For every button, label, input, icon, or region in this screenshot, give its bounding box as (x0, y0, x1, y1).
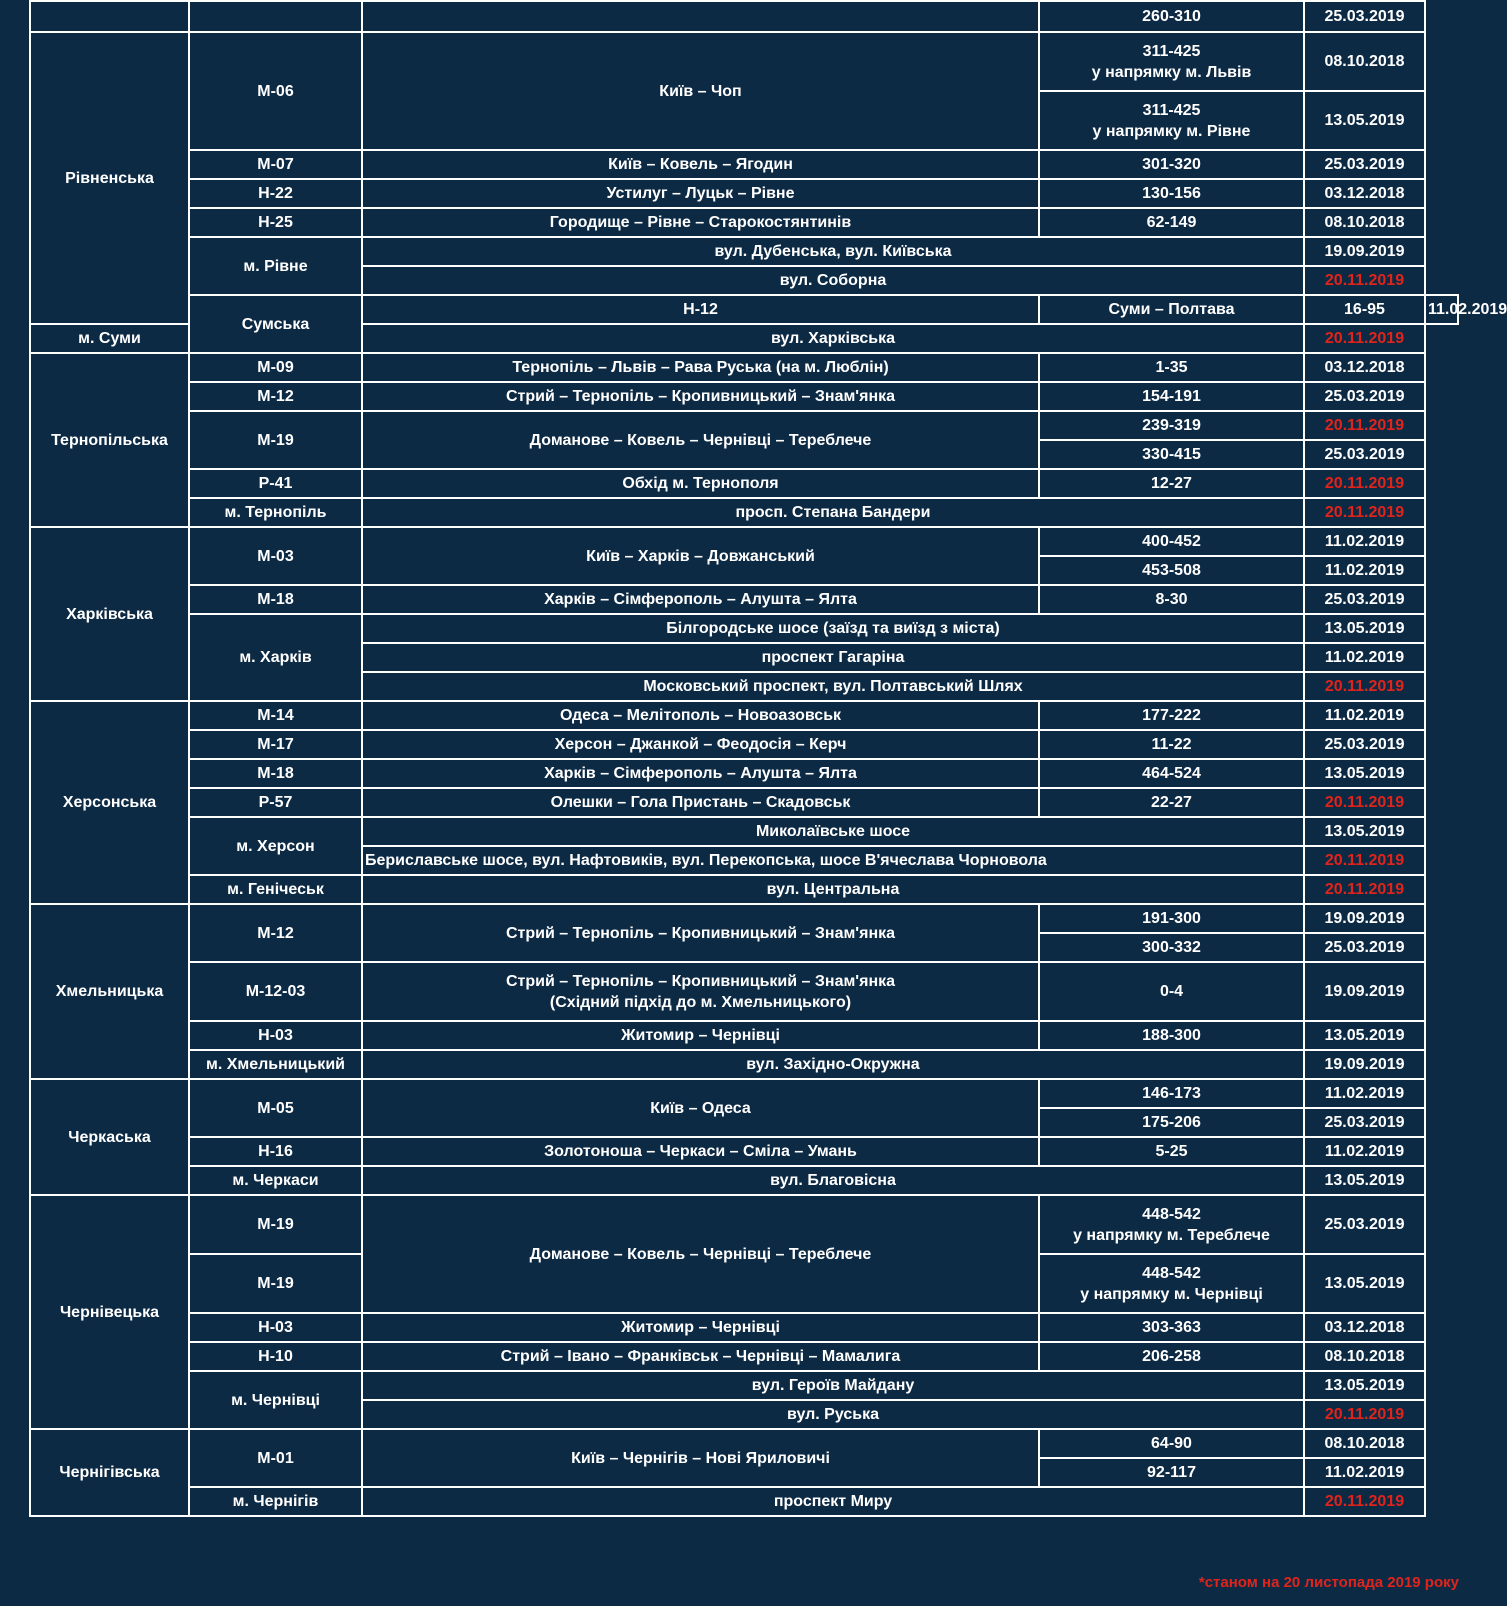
date-cell: 11.02.2019 (1304, 701, 1425, 730)
road-cell: М-18 (189, 759, 362, 788)
road-cell (189, 1, 362, 32)
table-row (30, 701, 1458, 730)
road-cell: М-09 (189, 353, 362, 382)
region-cell: Сумська (189, 295, 362, 353)
road-cell: М-19 (189, 411, 362, 469)
route-cell: Олешки – Гола Пристань – Скадовськ (362, 788, 1039, 817)
km-cell: 1-35 (1039, 353, 1304, 382)
route-cell: Городище – Рівне – Старокостянтинів (362, 208, 1039, 237)
km-cell: 64-90 (1039, 1429, 1304, 1458)
km-cell: 154-191 (1039, 382, 1304, 411)
date-cell: 25.03.2019 (1304, 1108, 1425, 1137)
region-cell: Чернівецька (30, 1195, 189, 1429)
road-cell: Н-03 (189, 1313, 362, 1342)
street-cell: проспект Гагаріна (362, 643, 1304, 672)
route-cell: Стрий – Тернопіль – Кропивницький – Знам'янка (362, 382, 1039, 411)
km-cell: 175-206 (1039, 1108, 1304, 1137)
table-row (30, 469, 1458, 498)
date-cell: 20.11.2019 (1304, 672, 1425, 701)
table-row (30, 353, 1458, 382)
table-row (30, 1195, 1458, 1254)
route-cell: Суми – Полтава (1039, 295, 1304, 324)
date-cell: 03.12.2018 (1304, 1313, 1425, 1342)
date-cell: 11.02.2019 (1304, 1458, 1425, 1487)
date-cell: 03.12.2018 (1304, 179, 1425, 208)
date-cell: 25.03.2019 (1304, 1195, 1425, 1254)
km-direction: у напрямку м. Рівне (1092, 122, 1251, 140)
date-cell: 11.02.2019 (1304, 527, 1425, 556)
km-cell (1039, 32, 1304, 91)
road-cell: Н-22 (189, 179, 362, 208)
date-cell: 13.05.2019 (1304, 614, 1425, 643)
route-note: (Східний підхід до м. Хмельницького) (549, 993, 852, 1011)
table-row (30, 730, 1458, 759)
date-cell: 25.03.2019 (1304, 440, 1425, 469)
date-cell: 19.09.2019 (1304, 904, 1425, 933)
region-cell: Рівненська (30, 32, 189, 324)
date-cell: 19.09.2019 (1304, 237, 1425, 266)
table-row (30, 32, 1458, 91)
region-cell: Харківська (30, 527, 189, 701)
route-cell: Київ – Одеса (362, 1079, 1039, 1137)
date-cell: 13.05.2019 (1304, 91, 1425, 150)
footnote: *станом на 20 листопада 2019 року (1198, 1574, 1459, 1591)
city-cell: м. Рівне (189, 237, 362, 295)
road-cell: М-05 (189, 1079, 362, 1137)
table-row (30, 904, 1458, 933)
table-row (30, 1050, 1458, 1079)
km-cell: 464-524 (1039, 759, 1304, 788)
km-cell: 301-320 (1039, 150, 1304, 179)
street-cell: проспект Миру (362, 1487, 1304, 1516)
route-cell (362, 962, 1039, 1021)
km-cell (1039, 91, 1304, 150)
road-cell: Р-41 (189, 469, 362, 498)
date-cell: 13.05.2019 (1304, 759, 1425, 788)
km-cell: 300-332 (1039, 933, 1304, 962)
km-value: 448-542 (1142, 1264, 1201, 1282)
street-cell: вул. Дубенська, вул. Київська (362, 237, 1304, 266)
km-value: 311-425 (1142, 42, 1201, 60)
street-cell: вул. Соборна (362, 266, 1304, 295)
route-cell: Житомир – Чернівці (362, 1313, 1039, 1342)
road-cell: Н-03 (189, 1021, 362, 1050)
region-cell: Хмельницька (30, 904, 189, 1079)
table-row (30, 962, 1458, 1021)
date-cell: 20.11.2019 (1304, 875, 1425, 904)
route-line: Стрий – Тернопіль – Кропивницький – Знам'янка (505, 972, 896, 990)
table-row (30, 817, 1458, 846)
date-cell: 13.05.2019 (1304, 817, 1425, 846)
date-cell: 20.11.2019 (1304, 1400, 1425, 1429)
road-cell: М-19 (189, 1254, 362, 1313)
street-cell: вул. Харківська (362, 324, 1304, 353)
city-cell: м. Тернопіль (189, 498, 362, 527)
km-cell: 330-415 (1039, 440, 1304, 469)
route-cell: Одеса – Мелітополь – Новоазовськ (362, 701, 1039, 730)
date-cell: 08.10.2018 (1304, 1342, 1425, 1371)
date-cell: 25.03.2019 (1304, 1, 1425, 32)
city-cell: м. Черкаси (189, 1166, 362, 1195)
street-cell: Бериславське шосе, вул. Нафтовиків, вул. Перекопська, шосе В'ячеслава Чорновола (362, 846, 1304, 875)
date-cell: 20.11.2019 (1304, 324, 1425, 353)
table-row (30, 1313, 1458, 1342)
street-cell: вул. Західно-Окружна (362, 1050, 1304, 1079)
date-cell: 13.05.2019 (1304, 1254, 1425, 1313)
road-repair-table (29, 0, 1507, 1517)
km-cell: 0-4 (1039, 962, 1304, 1021)
route-cell: Херсон – Джанкой – Феодосія – Керч (362, 730, 1039, 759)
km-cell: 12-27 (1039, 469, 1304, 498)
km-cell: 11-22 (1039, 730, 1304, 759)
city-cell: м. Херсон (189, 817, 362, 875)
road-cell: М-06 (189, 32, 362, 150)
road-cell: Н-16 (189, 1137, 362, 1166)
route-cell: Стрий – Івано – Франківськ – Чернівці – Мамалига (362, 1342, 1039, 1371)
street-cell: вул. Руська (362, 1400, 1304, 1429)
date-cell: 13.05.2019 (1304, 1371, 1425, 1400)
km-cell (1039, 1195, 1304, 1254)
date-cell: 11.02.2019 (1304, 556, 1425, 585)
table-row (30, 1487, 1458, 1516)
date-cell: 13.05.2019 (1304, 1166, 1425, 1195)
route-cell: Харків – Сімферополь – Алушта – Ялта (362, 585, 1039, 614)
date-cell: 25.03.2019 (1304, 150, 1425, 179)
road-cell: Р-57 (189, 788, 362, 817)
route-cell: Устилуг – Луцьк – Рівне (362, 179, 1039, 208)
route-cell: Золотоноша – Черкаси – Сміла – Умань (362, 1137, 1039, 1166)
km-direction: у напрямку м. Тереблече (1073, 1226, 1270, 1244)
date-cell: 11.02.2019 (1425, 295, 1458, 324)
km-cell: 146-173 (1039, 1079, 1304, 1108)
km-cell: 62-149 (1039, 208, 1304, 237)
table-row (30, 1371, 1458, 1400)
km-cell: 453-508 (1039, 556, 1304, 585)
table-row (30, 295, 1458, 324)
date-cell: 19.09.2019 (1304, 1050, 1425, 1079)
date-cell: 20.11.2019 (1304, 846, 1425, 875)
date-cell: 25.03.2019 (1304, 730, 1425, 759)
table-row (30, 411, 1458, 440)
km-cell: 260-310 (1039, 1, 1304, 32)
road-cell: М-12 (189, 904, 362, 962)
route-cell: Харків – Сімферополь – Алушта – Ялта (362, 759, 1039, 788)
city-cell: м. Харків (189, 614, 362, 701)
table-row (30, 1166, 1458, 1195)
table-row (30, 1079, 1458, 1108)
route-cell: Доманове – Ковель – Чернівці – Тереблече (362, 1195, 1039, 1313)
route-cell: Обхід м. Тернополя (362, 469, 1039, 498)
km-cell: 130-156 (1039, 179, 1304, 208)
route-cell: Житомир – Чернівці (362, 1021, 1039, 1050)
city-cell: м. Чернігів (189, 1487, 362, 1516)
table-row (30, 788, 1458, 817)
region-cell: Тернопільська (30, 353, 189, 527)
road-cell: Н-10 (189, 1342, 362, 1371)
date-cell: 20.11.2019 (1304, 1487, 1425, 1516)
table-row (30, 208, 1458, 237)
date-cell: 08.10.2018 (1304, 208, 1425, 237)
table-row (30, 382, 1458, 411)
date-cell: 03.12.2018 (1304, 353, 1425, 382)
region-cell (30, 1, 189, 32)
km-cell: 400-452 (1039, 527, 1304, 556)
date-cell: 20.11.2019 (1304, 498, 1425, 527)
route-cell: Київ – Ковель – Ягодин (362, 150, 1039, 179)
street-cell: Московський проспект, вул. Полтавський Шлях (362, 672, 1304, 701)
km-cell: 188-300 (1039, 1021, 1304, 1050)
city-cell: м. Генічеськ (189, 875, 362, 904)
street-cell: просп. Степана Бандери (362, 498, 1304, 527)
date-cell: 13.05.2019 (1304, 1021, 1425, 1050)
route-cell (362, 1, 1039, 32)
table-row (30, 614, 1458, 643)
route-cell: Київ – Харків – Довжанський (362, 527, 1039, 585)
table-row (30, 1, 1458, 32)
km-cell: 206-258 (1039, 1342, 1304, 1371)
date-cell: 11.02.2019 (1304, 1079, 1425, 1108)
road-cell: Н-12 (362, 295, 1039, 324)
date-cell: 19.09.2019 (1304, 962, 1425, 1021)
region-cell: Чернігівська (30, 1429, 189, 1516)
table-row (30, 527, 1458, 556)
table-row (30, 498, 1458, 527)
date-cell: 08.10.2018 (1304, 1429, 1425, 1458)
date-cell: 08.10.2018 (1304, 32, 1425, 91)
km-direction: у напрямку м. Чернівці (1080, 1285, 1263, 1303)
date-cell: 20.11.2019 (1304, 788, 1425, 817)
km-value: 448-542 (1142, 1205, 1201, 1223)
date-cell: 11.02.2019 (1304, 1137, 1425, 1166)
table-row (30, 150, 1458, 179)
date-cell: 25.03.2019 (1304, 382, 1425, 411)
street-cell: Миколаївське шосе (362, 817, 1304, 846)
route-cell: Стрий – Тернопіль – Кропивницький – Знам'янка (362, 904, 1039, 962)
road-cell: М-18 (189, 585, 362, 614)
street-cell: вул. Героїв Майдану (362, 1371, 1304, 1400)
table-row (30, 179, 1458, 208)
street-cell: вул. Благовісна (362, 1166, 1304, 1195)
road-cell: М-12 (189, 382, 362, 411)
road-cell: М-17 (189, 730, 362, 759)
km-cell: 239-319 (1039, 411, 1304, 440)
km-cell: 92-117 (1039, 1458, 1304, 1487)
date-cell: 20.11.2019 (1304, 411, 1425, 440)
route-cell: Київ – Чоп (362, 32, 1039, 150)
table-row (30, 585, 1458, 614)
street-cell: вул. Центральна (362, 875, 1304, 904)
km-value: 311-425 (1142, 101, 1201, 119)
km-cell: 303-363 (1039, 1313, 1304, 1342)
date-cell: 20.11.2019 (1304, 469, 1425, 498)
table-row (30, 237, 1458, 266)
km-cell: 191-300 (1039, 904, 1304, 933)
table-row (30, 1021, 1458, 1050)
city-cell: м. Чернівці (189, 1371, 362, 1429)
road-cell: М-14 (189, 701, 362, 730)
date-cell: 25.03.2019 (1304, 933, 1425, 962)
region-cell: Черкаська (30, 1079, 189, 1195)
km-cell: 22-27 (1039, 788, 1304, 817)
street-cell: Білгородське шосе (заїзд та виїзд з міста) (362, 614, 1304, 643)
route-cell: Доманове – Ковель – Чернівці – Тереблече (362, 411, 1039, 469)
road-cell: М-01 (189, 1429, 362, 1487)
km-cell: 5-25 (1039, 1137, 1304, 1166)
km-cell: 16-95 (1304, 295, 1425, 324)
km-direction: у напрямку м. Львів (1091, 63, 1252, 81)
region-cell: Херсонська (30, 701, 189, 904)
km-cell: 177-222 (1039, 701, 1304, 730)
date-cell: 25.03.2019 (1304, 585, 1425, 614)
city-cell: м. Суми (30, 324, 189, 353)
road-cell: М-07 (189, 150, 362, 179)
table-row (30, 1342, 1458, 1371)
km-cell: 8-30 (1039, 585, 1304, 614)
table-row (30, 759, 1458, 788)
road-cell: Н-25 (189, 208, 362, 237)
road-cell: М-12-03 (189, 962, 362, 1021)
date-cell: 11.02.2019 (1304, 643, 1425, 672)
table-row (30, 1137, 1458, 1166)
road-cell: М-03 (189, 527, 362, 585)
road-cell: М-19 (189, 1195, 362, 1254)
city-cell: м. Хмельницький (189, 1050, 362, 1079)
route-cell: Київ – Чернігів – Нові Яриловичі (362, 1429, 1039, 1487)
date-cell: 20.11.2019 (1304, 266, 1425, 295)
table-row (30, 1429, 1458, 1458)
route-cell: Тернопіль – Львів – Рава Руська (на м. Люблін) (362, 353, 1039, 382)
table-row (30, 875, 1458, 904)
km-cell (1039, 1254, 1304, 1313)
